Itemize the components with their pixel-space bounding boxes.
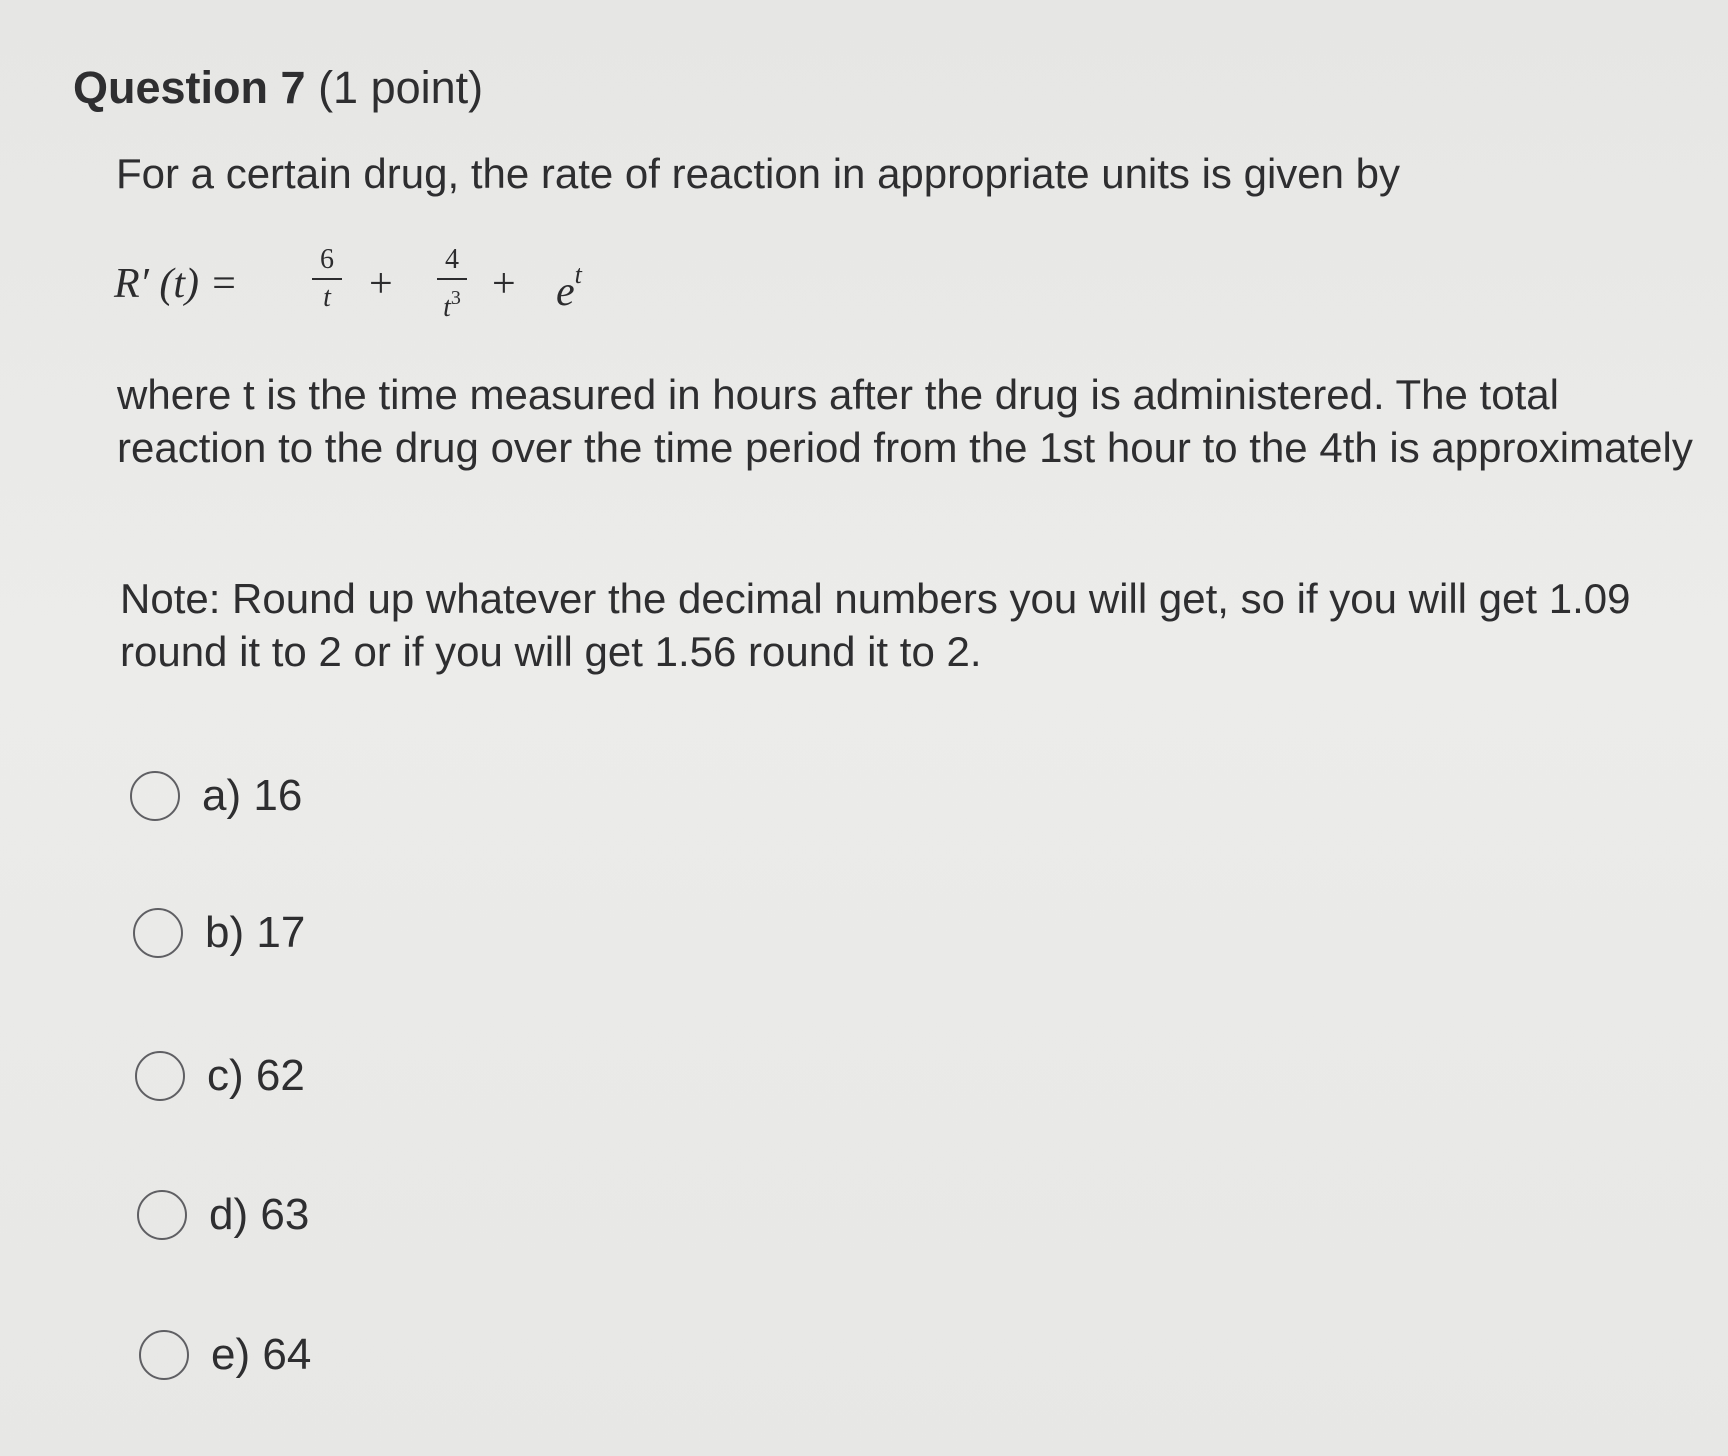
option-b[interactable] [133, 908, 305, 958]
question-header [73, 62, 483, 114]
radio-button-icon[interactable] [135, 1051, 185, 1101]
radio-button-icon[interactable] [130, 771, 180, 821]
question-title: Question 7 [73, 62, 306, 113]
option-label: a) 16 [202, 771, 303, 820]
radio-button-icon[interactable] [137, 1190, 187, 1240]
formula-exponential: $e^t$ [556, 260, 582, 315]
formula-lhs: R′ (t) = [114, 261, 238, 307]
formula-plus-1: + [369, 261, 393, 307]
question-prompt: For a certain drug, the rate of reaction in appropriate units is given by [116, 150, 1401, 197]
question-description: where t is the time measured in hours after the drug is administered. The total reaction to the drug over the time period from the 1st hour to the 4th is approximately [117, 371, 1693, 471]
option-a[interactable] [130, 771, 302, 821]
option-label: d) 63 [209, 1190, 310, 1239]
question-points: (1 point) [318, 62, 484, 113]
radio-button-icon[interactable] [133, 908, 183, 958]
option-label: e) 64 [211, 1330, 312, 1379]
option-label: c) 62 [207, 1051, 305, 1100]
formula-plus-2: + [492, 261, 516, 307]
radio-button-icon[interactable] [139, 1330, 189, 1380]
formula-fraction-2: 4 $t^3$ [437, 244, 467, 324]
option-c[interactable] [135, 1051, 305, 1101]
option-label: b) 17 [205, 908, 306, 957]
option-e[interactable] [139, 1330, 311, 1380]
formula-fraction-1: 6 t [312, 244, 342, 314]
option-d[interactable] [137, 1190, 309, 1240]
rounding-note: Note: Round up whatever the decimal numbers you will get, so if you will get 1.09 round it to 2 or if you will get 1.56 round it to 2. [120, 575, 1631, 675]
